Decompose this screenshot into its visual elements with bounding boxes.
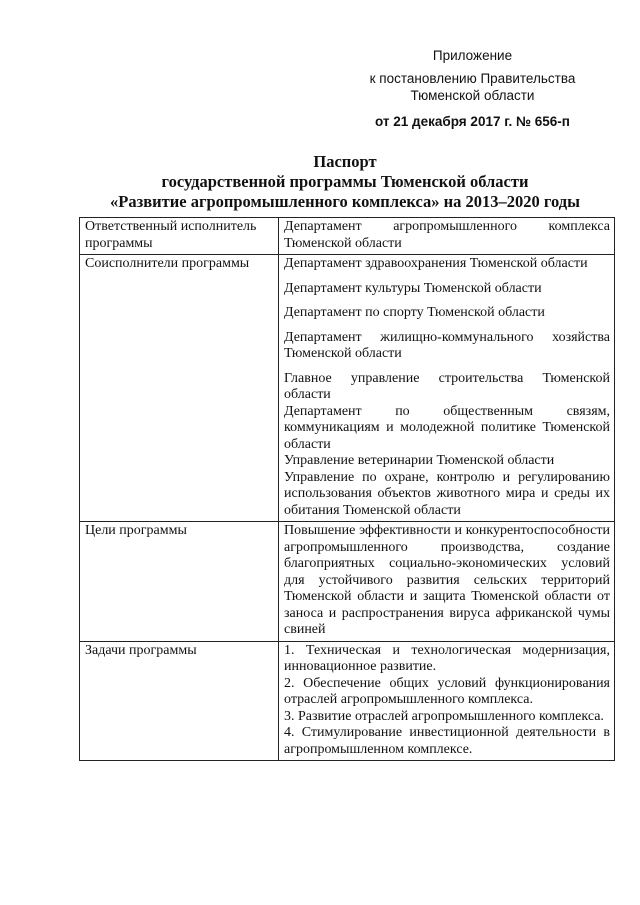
task-entry: 2. Обеспечение общих условий функционирования отраслей агропромышленного комплекса.: [284, 675, 610, 707]
appendix-header: [330, 47, 615, 130]
co-executor-entry: Главное управление строительства Тюменской области: [284, 370, 610, 402]
row-value-tasks: [279, 641, 615, 761]
row-label-tasks: Задачи программы: [80, 641, 279, 761]
row-label-co-executors: Соисполнители программы: [80, 255, 279, 522]
co-executor-entry: Департамент здравоохранения Тюменской области: [284, 256, 588, 271]
table-row: [80, 218, 615, 255]
task-entry: 1. Техническая и технологическая модернизация, инновационное развитие.: [284, 642, 610, 674]
appendix-label: Приложение: [432, 48, 513, 63]
resolution-reference: к постановлению Правительства: [369, 71, 576, 86]
region-name: Тюменской области: [410, 88, 535, 103]
table-row: [80, 255, 615, 522]
row-value-executor: [279, 218, 615, 255]
co-executor-entry: Департамент по спорту Тюменской области: [284, 305, 545, 320]
row-value-co-executors: [279, 255, 615, 522]
passport-table: [79, 217, 615, 761]
task-entry: 4. Стимулирование инвестиционной деятельности в агропромышленном комплексе.: [284, 725, 610, 757]
co-executor-entry: Управление по охране, контролю и регулированию использования объектов животного мира и среды их обитания Тюменской области: [284, 469, 610, 518]
row-value-goals: [279, 522, 615, 642]
title-line-3: «Развитие агропромышленного комплекса» на 2013–2020 годы: [110, 192, 580, 211]
co-executor-entry: Департамент культуры Тюменской области: [284, 280, 542, 296]
table-row: [80, 522, 615, 642]
document-title: [60, 152, 630, 212]
title-line-2: государственной программы Тюменской области: [161, 172, 529, 191]
row-label-goals: Цели программы: [80, 522, 279, 642]
row-label-executor: Ответственный исполнитель программы: [80, 218, 279, 255]
co-executor-entry: Департамент жилищно-коммунального хозяйства Тюменской области: [284, 329, 610, 361]
table-row: [80, 641, 615, 761]
task-entry: 3. Развитие отраслей агропромышленного комплекса.: [284, 708, 604, 724]
co-executor-entry: Управление ветеринарии Тюменской области: [284, 453, 555, 468]
resolution-date-number: от 21 декабря 2017 г. № 656-п: [375, 114, 570, 129]
co-executor-entry: Департамент по общественным связям, коммуникациям и молодежной политике Тюменской области: [284, 403, 610, 452]
title-line-1: Паспорт: [313, 152, 377, 171]
goals-entry: Повышение эффективности и конкурентоспособности агропромышленного производства, создание благоприятных социально-экономических условий для устойчивого развития сельских территорий Тюменской области и защита Тюменской области от заноса и распространения вируса африканской чумы свиней: [284, 523, 610, 637]
executor-entry: Департамент агропромышленного комплекса Тюменской области: [284, 219, 610, 251]
